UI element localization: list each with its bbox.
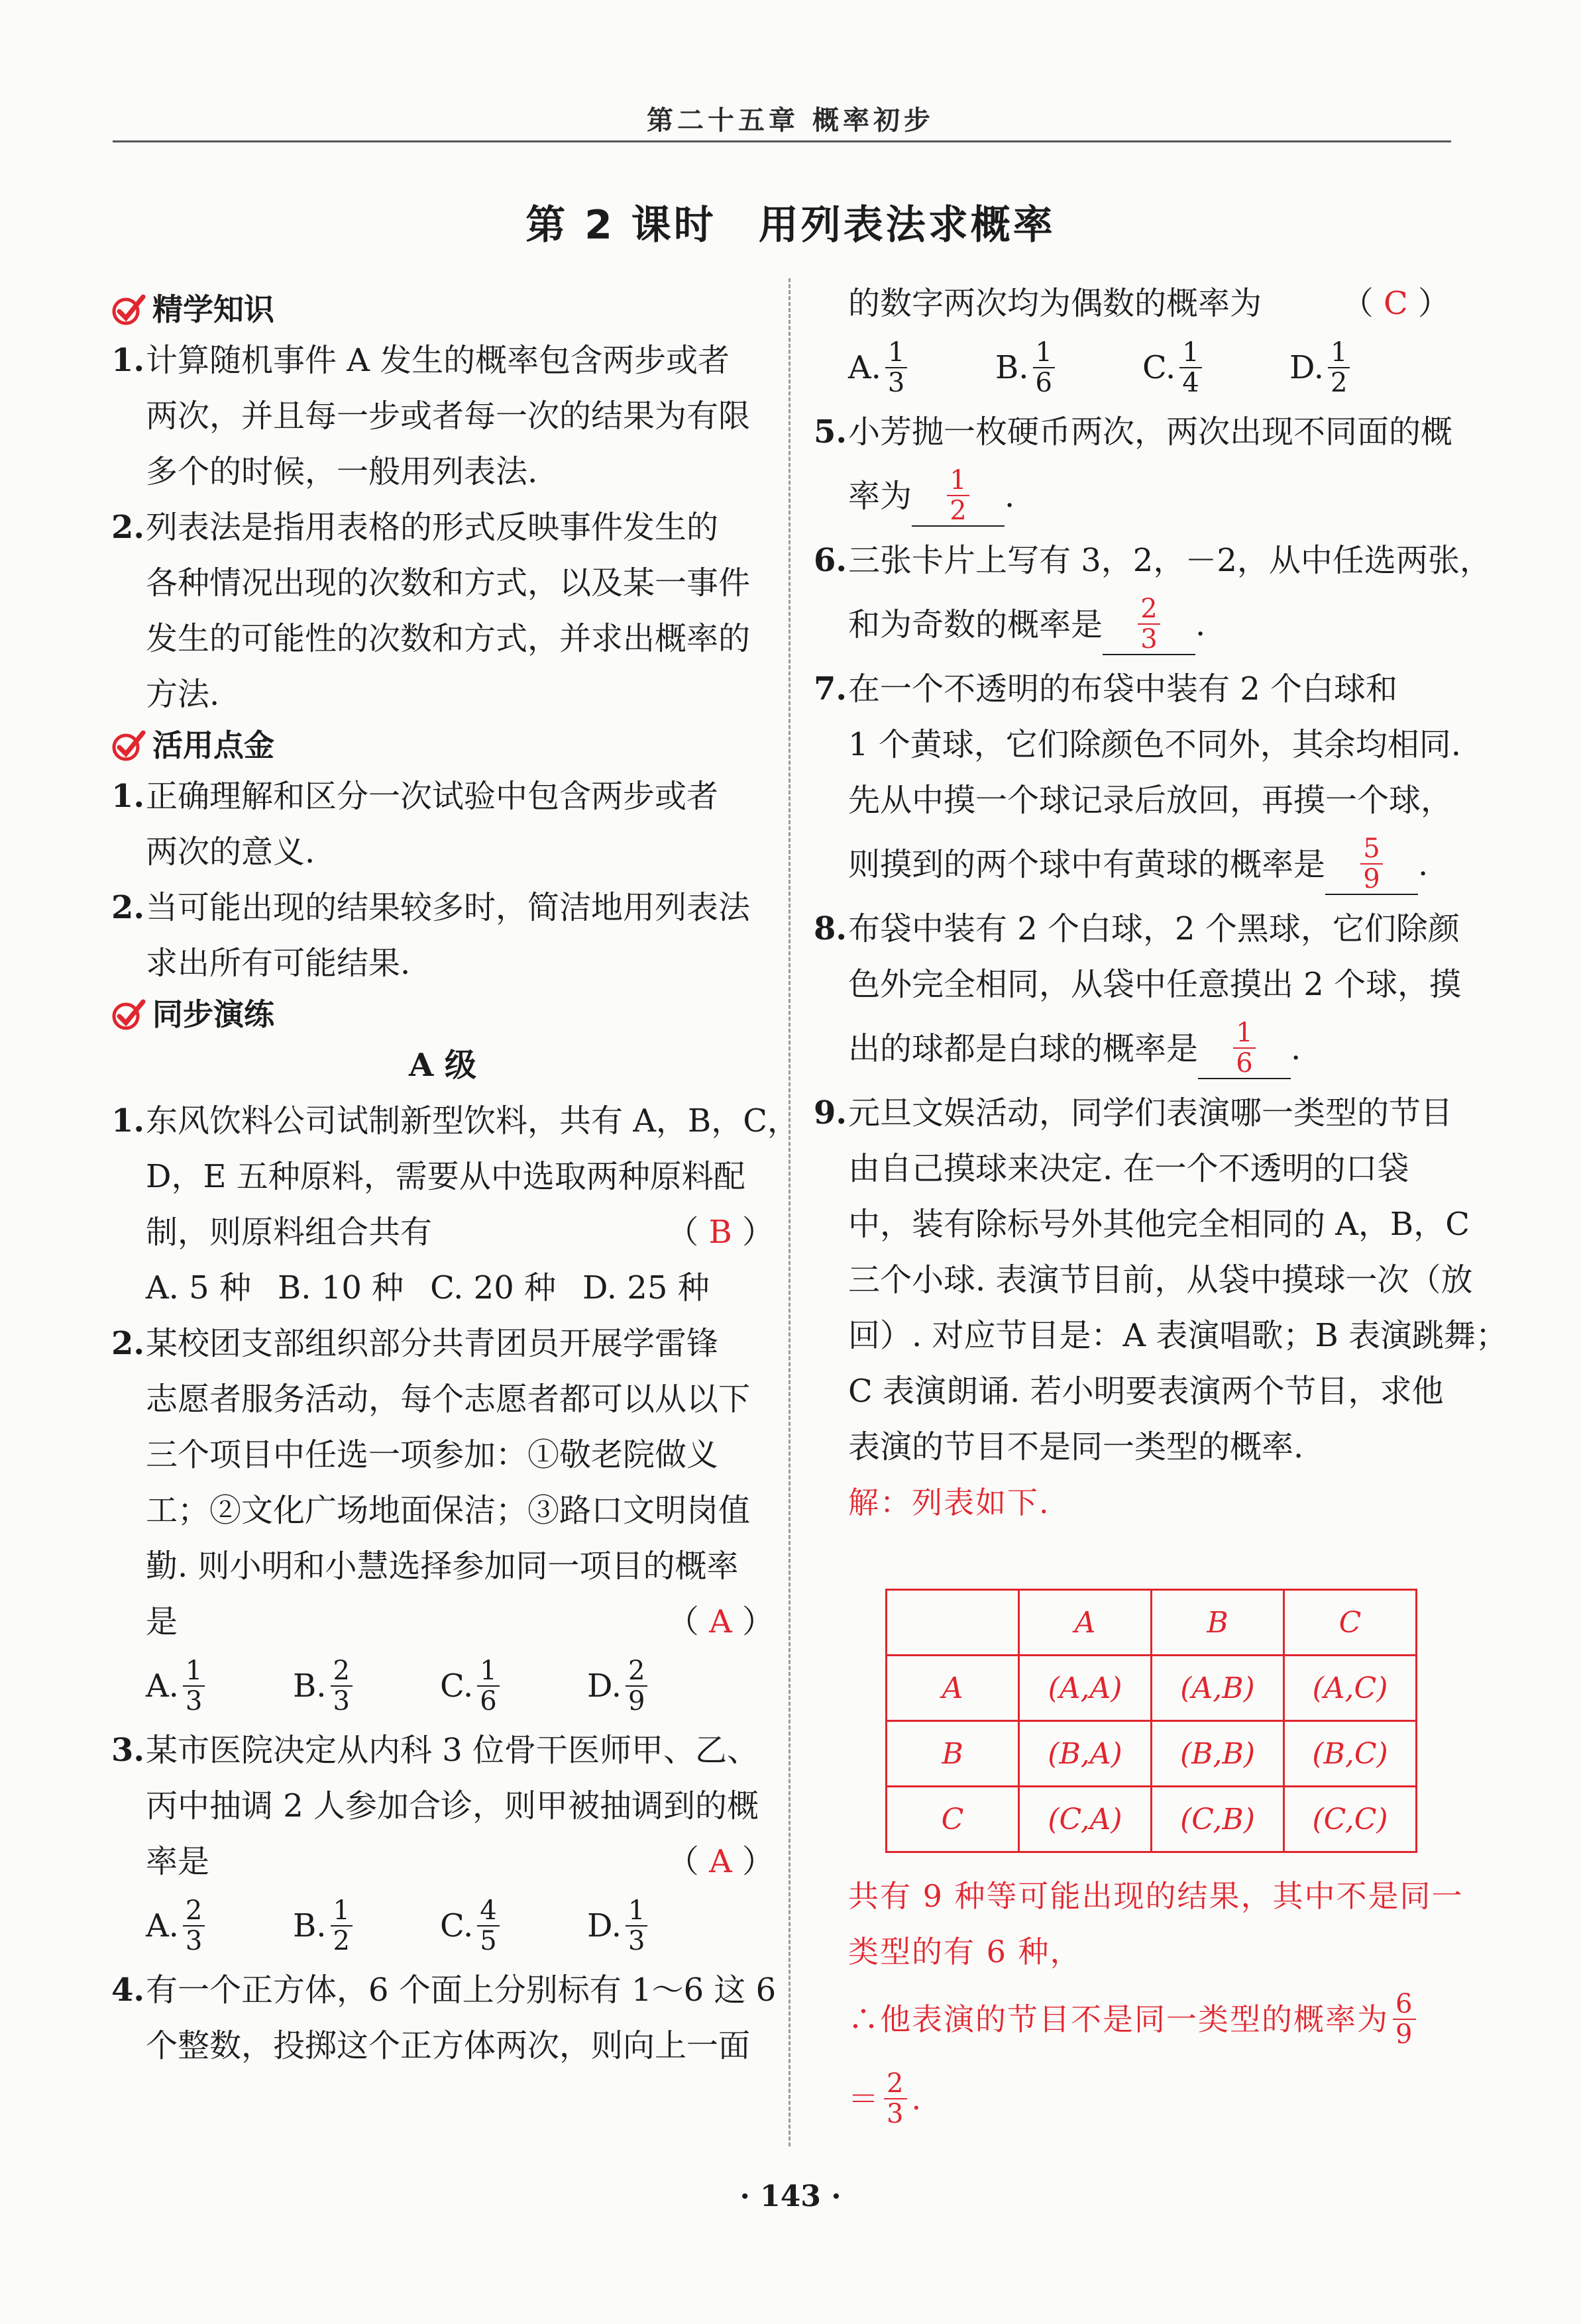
table-cell: B [1152,1590,1284,1656]
answer-bracket: （ C ） [1341,285,1450,322]
option-b: B. $\frac{1}{6}$ [995,338,1142,397]
section-label: 同步演练 [152,996,274,1032]
table-cell: (B,C) [1284,1721,1417,1787]
page-title: 第 2 课时 用列表法求概率 [525,202,1056,248]
q7-line-2: 1 个黄球，它们除颜色不同外，其余均相同. [848,726,1462,763]
q1-line-2: D，E 五种原料，需要从中选取两种原料配 [146,1158,745,1195]
huoyong-2-line-1: 2.当可能出现的结果较多时，简洁地用列表法 [111,889,751,926]
table-cell: B [887,1721,1019,1787]
jingxue-1-line-2: 两次，并且每一步或者每一次的结果为有限 [146,397,751,435]
q9-line-5: 回）. 对应节目是：A 表演唱歌；B 表演跳舞； [848,1317,1507,1354]
q6-line-2: 和为奇数的概率是 $\frac{2}{3}$ . [848,594,1206,655]
q5-line-1: 5.小芳抛一枚硬币两次，两次出现不同面的概 [814,413,1453,450]
table-cell: A [1019,1590,1152,1656]
q9-line-6: C 表演朗诵. 若小明要表演两个节目，求他 [848,1373,1444,1410]
huoyong-1-line-1: 1.正确理解和区分一次试验中包含两步或者 [111,778,719,815]
table-cell: C [887,1787,1019,1852]
table-cell [887,1590,1019,1656]
q9-line-1: 9.元旦文娱活动，同学们表演哪一类型的节目 [814,1094,1453,1132]
option-b: B. 10 种 [277,1269,404,1306]
solution-line-1: 共有 9 种等可能出现的结果，其中不是同一 [848,1878,1464,1914]
level-label: A 级 [409,1047,476,1084]
right-column [814,276,1507,1530]
jingxue-2-line-2: 各种情况出现的次数和方式，以及某一事件 [146,564,751,602]
left-column [111,286,799,2074]
q2-options [111,1650,774,1722]
jingxue-1-line-1: 1.计算随机事件 A 发生的概率包含两步或者 [111,342,730,379]
option-d: D. $\frac{1}{3}$ [587,1896,651,1956]
jingxue-2-line-1: 2.列表法是指用表格的形式反映事件发生的 [111,509,719,546]
q5-line-2: 率为 $\frac{1}{2}$ . [848,465,1015,527]
q1-options [111,1260,774,1316]
solution-line-2: 类型的有 6 种， [848,1934,1082,1970]
q7-line-4: 则摸到的两个球中有黄球的概率是 $\frac{5}{9}$ . [848,833,1429,895]
solution-line-3: ∴他表演的节目不是同一类型的概率为 $\frac{6}{9}$ [848,1980,1451,2059]
table-cell: (A,C) [1284,1656,1417,1721]
chapter-header: 第二十五章 概率初步 [647,105,934,136]
q2-line-4: 工；②文化广场地面保洁；③路口文明岗值 [146,1492,751,1529]
table-cell: (A,B) [1152,1656,1284,1721]
solution-intro: 解：列表如下. [848,1485,1050,1520]
q7-line-1: 7.在一个不透明的布袋中装有 2 个白球和 [814,670,1398,708]
jingxue-1-line-3: 多个的时候，一般用列表法. [146,453,538,490]
option-a: A. $\frac{2}{3}$ [146,1896,293,1956]
answer-bracket: （ B ） [667,1214,774,1251]
option-c: C. $\frac{1}{6}$ [440,1656,587,1716]
huoyong-1-line-2: 两次的意义. [146,833,315,871]
q9-line-2: 由自己摸球来决定. 在一个不透明的口袋 [848,1150,1409,1187]
section-tongbu [111,991,774,1037]
table-cell: A [887,1656,1019,1721]
q2-line-6: 是 （ A ） [111,1594,774,1650]
q7-line-3: 先从中摸一个球记录后放回，再摸一个球， [848,782,1453,819]
option-a: A. $\frac{1}{3}$ [848,338,995,397]
q2-line-5: 勤. 则小明和小慧选择参加同一项目的概率 [146,1548,739,1585]
header-rule [113,140,1451,142]
q2-line-2: 志愿者服务活动，每个志愿者都可以从以下 [146,1381,751,1418]
q4-options [814,331,1450,404]
solution-body [848,1868,1464,2139]
solution-line-4: ＝ $\frac{2}{3}$ . [848,2068,923,2129]
q9-line-4: 三个小球. 表演节目前，从袋中摸球一次（放 [848,1261,1473,1298]
table-cell: (C,A) [1019,1787,1152,1852]
q4-line-3: 的数字两次均为偶数的概率为 （ C ） [814,276,1450,331]
q2-line-1: 2.某校团支部组织部分共青团员开展学雷锋 [111,1325,719,1362]
jingxue-2-line-4: 方法. [146,676,220,713]
section-label: 活用点金 [152,727,274,763]
option-c: C. 20 种 [430,1269,556,1306]
outcome-table [885,1589,1417,1853]
option-a: A. $\frac{1}{3}$ [146,1656,293,1716]
answer-bracket: （ A ） [667,1603,774,1640]
q9-line-7: 表演的节目不是同一类型的概率. [848,1428,1304,1465]
q3-line-1: 3.某市医院决定从内科 3 位骨干医师甲、乙、 [111,1732,759,1769]
q9-line-3: 中，装有除标号外其他完全相同的 A，B，C [848,1206,1470,1243]
option-b: B. $\frac{1}{2}$ [293,1896,440,1956]
option-d: D. 25 种 [582,1269,710,1306]
q4-line-1: 4.有一个正方体，6 个面上分别标有 1～6 这 6 [111,1972,777,2009]
table-cell: (A,A) [1019,1656,1152,1721]
table-cell: (C,B) [1152,1787,1284,1852]
q8-line-2: 色外完全相同，从袋中任意摸出 2 个球，摸 [848,966,1462,1003]
answer-bracket: （ A ） [667,1843,774,1880]
check-icon [111,291,147,327]
option-c: C. $\frac{1}{4}$ [1142,338,1289,397]
table-cell: (B,B) [1152,1721,1284,1787]
option-c: C. $\frac{4}{5}$ [440,1896,587,1956]
q6-line-1: 6.三张卡片上写有 3，2，－2，从中任选两张， [814,542,1492,579]
column-divider [789,278,790,2146]
check-icon [111,727,147,763]
table-cell: C [1284,1590,1417,1656]
section-huoyong [111,722,774,768]
table-row [887,1721,1417,1787]
table-cell: (B,A) [1019,1721,1152,1787]
option-d: D. $\frac{2}{9}$ [587,1656,651,1716]
q3-options [111,1889,774,1962]
table-row [887,1787,1417,1852]
jingxue-2-line-3: 发生的可能性的次数和方式，并求出概率的 [146,620,751,657]
option-a: A. 5 种 [146,1269,251,1306]
q8-line-1: 8.布袋中装有 2 个白球，2 个黑球，它们除颜 [814,910,1460,947]
q1-line-3: 制，则原料组合共有 （ B ） [111,1204,774,1260]
page-number: · 143 · [739,2180,842,2213]
q3-line-2: 丙中抽调 2 人参加合诊，则甲被抽调到的概 [146,1787,759,1824]
q8-line-3: 出的球都是白球的概率是 $\frac{1}{6}$ . [848,1018,1301,1079]
table-row [887,1656,1417,1721]
huoyong-2-line-2: 求出所有可能结果. [146,945,411,982]
table-cell: (C,C) [1284,1787,1417,1852]
q1-line-1: 1.东风饮料公司试制新型饮料，共有 A，B，C， [111,1102,799,1139]
section-jingxue [111,286,774,333]
option-d: D. $\frac{1}{2}$ [1289,338,1354,397]
option-b: B. $\frac{2}{3}$ [293,1656,440,1716]
q3-line-3: 率是 （ A ） [111,1834,774,1889]
table-header-row [887,1590,1417,1656]
section-label: 精学知识 [152,291,274,327]
check-icon [111,996,147,1032]
q2-line-3: 三个项目中任选一项参加：①敬老院做义 [146,1436,719,1473]
q4-line-2: 个整数，投掷这个正方体两次，则向上一面 [146,2027,751,2064]
